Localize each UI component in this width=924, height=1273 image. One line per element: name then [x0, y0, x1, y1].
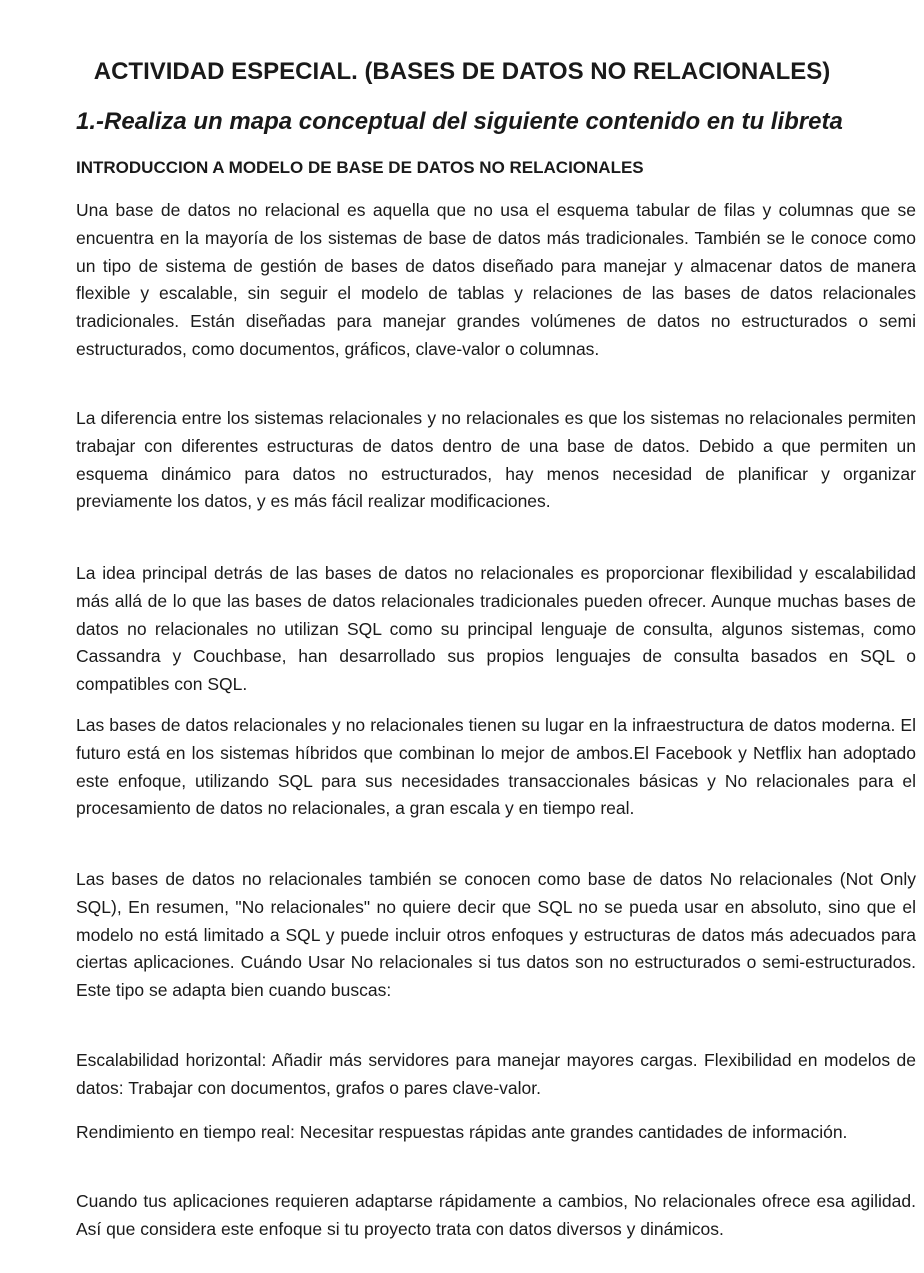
section-heading: INTRODUCCION A MODELO DE BASE DE DATOS NO RELACIONALES: [76, 158, 644, 177]
paragraph-conclusion: Cuando tus aplicaciones requieren adaptarse rápidamente a cambios, No relacionales ofrece esa agilidad. Así que considera este enfoque si tu proyecto trata con datos diversos y dinámicos.: [76, 1191, 916, 1239]
paragraph-difference: La diferencia entre los sistemas relacionales y no relacionales es que los sistemas no relacionales permiten trabajar con diferentes estructuras de datos dentro de una base de datos. Debido a que permiten un esquema dinámico para datos no estructurados, hay menos necesidad de planificar y organizar previamente los datos, y es más fácil realizar modificaciones.: [76, 408, 916, 512]
paragraph-not-only-sql: Las bases de datos no relacionales también se conocen como base de datos No relacionales (Not Only SQL), En resumen, "No relacionales" no quiere decir que SQL no se pueda usar en absoluto, sino que el modelo no está limitado a SQL y puede incluir otros enfoques y estructuras de datos más adecuados para ciertas aplicaciones. Cuándo Usar No relacionales si tus datos son no estructurados o semi-estructurados. Este tipo se adapta bien cuando buscas:: [76, 869, 916, 1001]
page-title: ACTIVIDAD ESPECIAL. (BASES DE DATOS NO RELACIONALES): [93, 58, 831, 85]
paragraph-performance: Rendimiento en tiempo real: Necesitar respuestas rápidas ante grandes cantidades de información.: [76, 1122, 848, 1142]
paragraph-definition: Una base de datos no relacional es aquella que no usa el esquema tabular de filas y columnas que se encuentra en la mayoría de los sistemas de base de datos más tradicionales. También se le conoce como un tipo de sistema de gestión de bases de datos diseñado para manejar y almacenar datos de manera flexible y escalable, sin seguir el modelo de tablas y relaciones de las bases de datos relacionales tradicionales. Están diseñadas para manejar grandes volúmenes de datos no estructurados o semi estructurados, como documentos, gráficos, clave-valor o columnas.: [76, 200, 916, 359]
paragraph-hybrid-systems: Las bases de datos relacionales y no relacionales tienen su lugar en la infraestructura de datos moderna. El futuro está en los sistemas híbridos que combinan lo mejor de ambos.El Facebook y Netflix han adoptado este enfoque, utilizando SQL para sus necesidades transaccionales básicas y No relacionales para el procesamiento de datos no relacionales, a gran escala y en tiempo real.: [76, 715, 916, 819]
paragraph-scalability: Escalabilidad horizontal: Añadir más servidores para manejar mayores cargas. Flexibilidad en modelos de datos: Trabajar con documentos, grafos o pares clave-valor.: [76, 1050, 916, 1098]
paragraph-main-idea: La idea principal detrás de las bases de datos no relacionales es proporcionar flexibilidad y escalabilidad más allá de lo que las bases de datos relacionales tradicionales pueden ofrecer. Aunque muchas bases de datos no relacionales no utilizan SQL como su principal lenguaje de consulta, algunos sistemas, como Cassandra y Couchbase, han desarrollado sus propios lenguajes de consulta basados en SQL o compatibles con SQL.: [76, 563, 916, 695]
instruction-heading: 1.-Realiza un mapa conceptual del siguiente contenido en tu libreta: [76, 108, 843, 135]
